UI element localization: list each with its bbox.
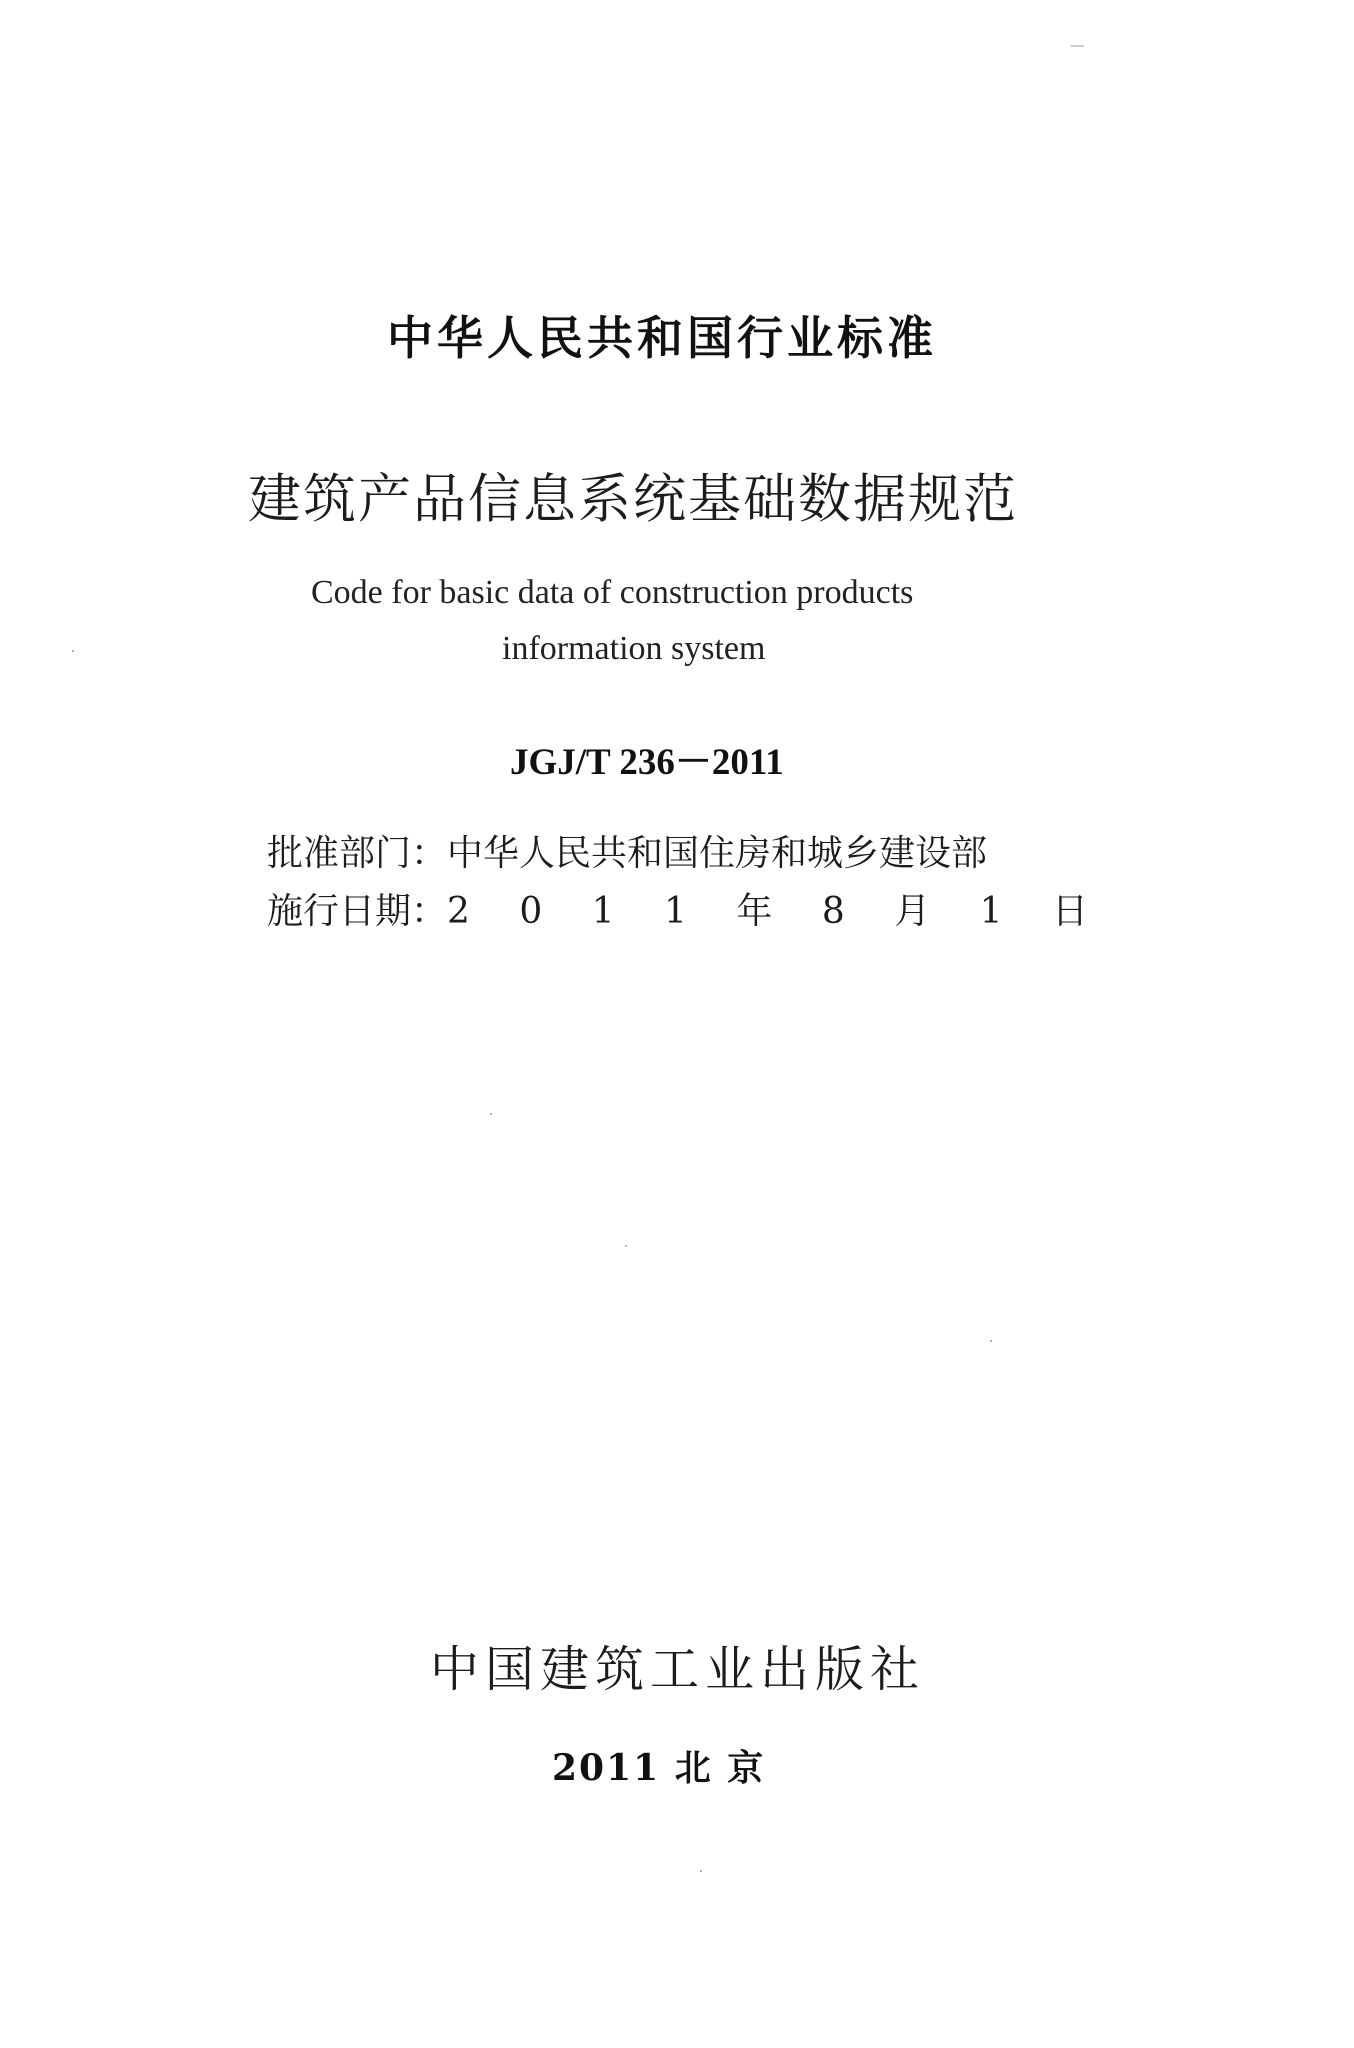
- approval-value: 中华人民共和国住房和城乡建设部: [447, 833, 988, 874]
- standard-type-heading: 中华人民共和国行业标准: [387, 311, 937, 365]
- standard-code: JGJ/T 236－2011: [510, 742, 784, 783]
- scan-speck: [490, 1113, 492, 1115]
- publication-year-place: 2011 北 京: [552, 1747, 766, 1789]
- scan-speck: [1070, 45, 1084, 47]
- scan-speck: [990, 1340, 992, 1342]
- approval-department: [267, 825, 987, 876]
- approval-label: 批准部门：: [267, 833, 448, 874]
- effective-date: [267, 883, 1107, 934]
- scan-speck: [700, 1870, 702, 1872]
- scan-speck: [625, 1245, 627, 1247]
- document-title-chinese: 建筑产品信息系统基础数据规范: [248, 469, 1018, 530]
- document-title-english-line1: Code for basic data of construction products: [311, 574, 914, 611]
- scan-speck: [72, 650, 74, 652]
- document-title-english-line2: information system: [502, 630, 766, 667]
- effective-date-label: 施行日期：: [267, 891, 448, 932]
- publisher-name: 中国建筑工业出版社: [430, 1641, 926, 1698]
- effective-date-value: 2 0 1 1 年 8 月 1 日: [447, 891, 1107, 932]
